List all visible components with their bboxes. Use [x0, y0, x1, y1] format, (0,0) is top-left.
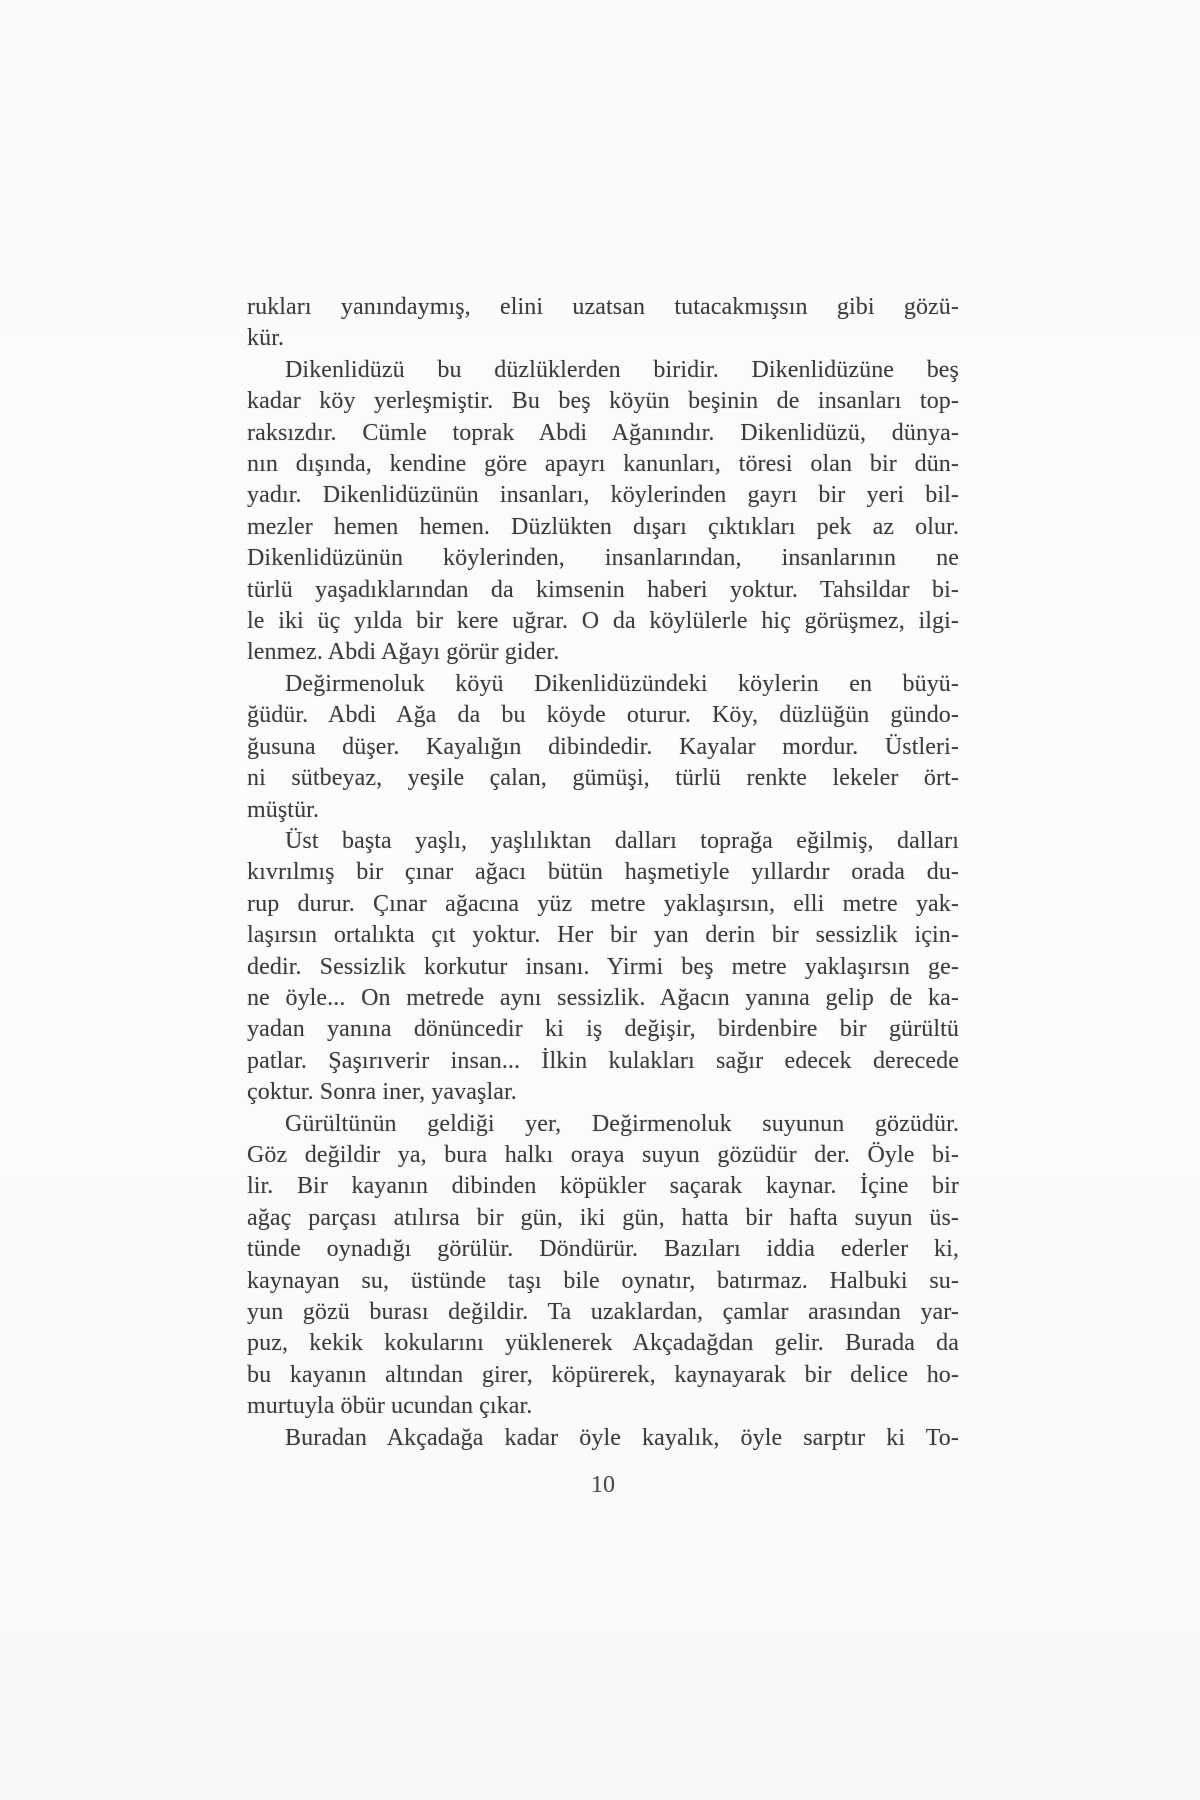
text-line: kadar köy yerleşmiştir. Bu beş köyün beşinin de insanları top- — [247, 388, 959, 415]
text-line: Dikenlidüzünün köylerinden, insanlarından, insanlarının ne — [247, 545, 959, 572]
text-line: rup durur. Çınar ağacına yüz metre yaklaşırsın, elli metre yak- — [247, 890, 959, 917]
text-line: Üst başta yaşlı, yaşlılıktan dalları toprağa eğilmiş, dalları — [285, 827, 959, 854]
text-line: dedir. Sessizlik korkutur insanı. Yirmi beş metre yaklaşırsın ge- — [247, 953, 959, 980]
text-line: murtuyla öbür ucundan çıkar. — [247, 1393, 533, 1420]
text-line: tünde oynadığı görülür. Döndürür. Bazıları iddia ederler ki, — [247, 1236, 959, 1263]
text-line: laşırsın ortalıkta çıt yoktur. Her bir yan derin bir sessizlik için- — [247, 922, 959, 949]
text-line: le iki üç yılda bir kere uğrar. O da köylülerle hiç görüşmez, ilgi- — [247, 608, 959, 635]
page-number: 10 — [591, 1472, 615, 1498]
text-line: bu kayanın altından girer, köpürerek, kaynayarak bir delice ho- — [247, 1361, 959, 1388]
text-line: Dikenlidüzü bu düzlüklerden biridir. Dikenlidüzüne beş — [285, 356, 959, 383]
text-line: türlü yaşadıklarından da kimsenin haberi yoktur. Tahsildar bi- — [247, 576, 959, 603]
text-line: puz, kekik kokularını yüklenerek Akçadağdan gelir. Burada da — [247, 1330, 959, 1357]
text-line: yun gözü burası değildir. Ta uzaklardan, çamlar arasından yar- — [247, 1299, 959, 1325]
text-line: müştür. — [247, 796, 320, 823]
text-line: ni sütbeyaz, yeşile çalan, gümüşi, türlü renkte lekeler ört- — [247, 765, 959, 792]
text-line: Gürültünün geldiği yer, Değirmenoluk suyunun gözüdür. — [285, 1110, 959, 1137]
text-line: patlar. Şaşırıverir insan... İlkin kulakları sağır edecek derecede — [247, 1047, 959, 1074]
text-line: Göz değildir ya, bura halkı oraya suyun gözüdür der. Öyle bi- — [247, 1141, 959, 1168]
page-text — [247, 292, 959, 1454]
text-line: kaynayan su, üstünde taşı bile oynatır, batırmaz. Halbuki su- — [247, 1267, 959, 1294]
text-line: raksızdır. Cümle toprak Abdi Ağanındır. Dikenlidüzü, dünya- — [247, 419, 959, 446]
text-line: ğusuna düşer. Kayalığın dibindedir. Kayalar mordur. Üstleri- — [247, 733, 959, 760]
text-line: Değirmenoluk köyü Dikenlidüzündeki köylerin en büyü- — [285, 670, 959, 697]
text-line: kıvrılmış bir çınar ağacı bütün haşmetiyle yıllardır orada du- — [247, 859, 959, 886]
text-line: yadan yanına dönüncedir ki iş değişir, birdenbire bir gürültü — [247, 1016, 959, 1043]
text-line: kür. — [247, 325, 285, 352]
text-line: yadır. Dikenlidüzünün insanları, köylerinden gayrı bir yeri bil- — [247, 482, 959, 509]
text-line: ne öyle... On metrede aynı sessizlik. Ağacın yanına gelip de ka- — [247, 984, 959, 1011]
text-line: rukları yanındaymış, elini uzatsan tutacakmışsın gibi gözü- — [247, 294, 959, 320]
text-line: çoktur. Sonra iner, yavaşlar. — [247, 1079, 517, 1106]
text-line: ğüdür. Abdi Ağa da bu köyde oturur. Köy, düzlüğün gündo- — [247, 702, 959, 729]
text-line: Buradan Akçadağa kadar öyle kayalık, öyle sarptır ki To- — [285, 1424, 959, 1451]
text-line: lir. Bir kayanın dibinden köpükler saçarak kaynar. İçine bir — [247, 1173, 959, 1200]
text-line: ağaç parçası atılırsa bir gün, iki gün, hatta bir hafta suyun üs- — [247, 1204, 959, 1231]
text-line: mezler hemen hemen. Düzlükten dışarı çıktıkları pek az olur. — [247, 513, 959, 540]
text-line: lenmez. Abdi Ağayı görür gider. — [247, 639, 560, 666]
text-line: nın dışında, kendine göre apayrı kanunları, töresi olan bir dün- — [247, 451, 959, 478]
